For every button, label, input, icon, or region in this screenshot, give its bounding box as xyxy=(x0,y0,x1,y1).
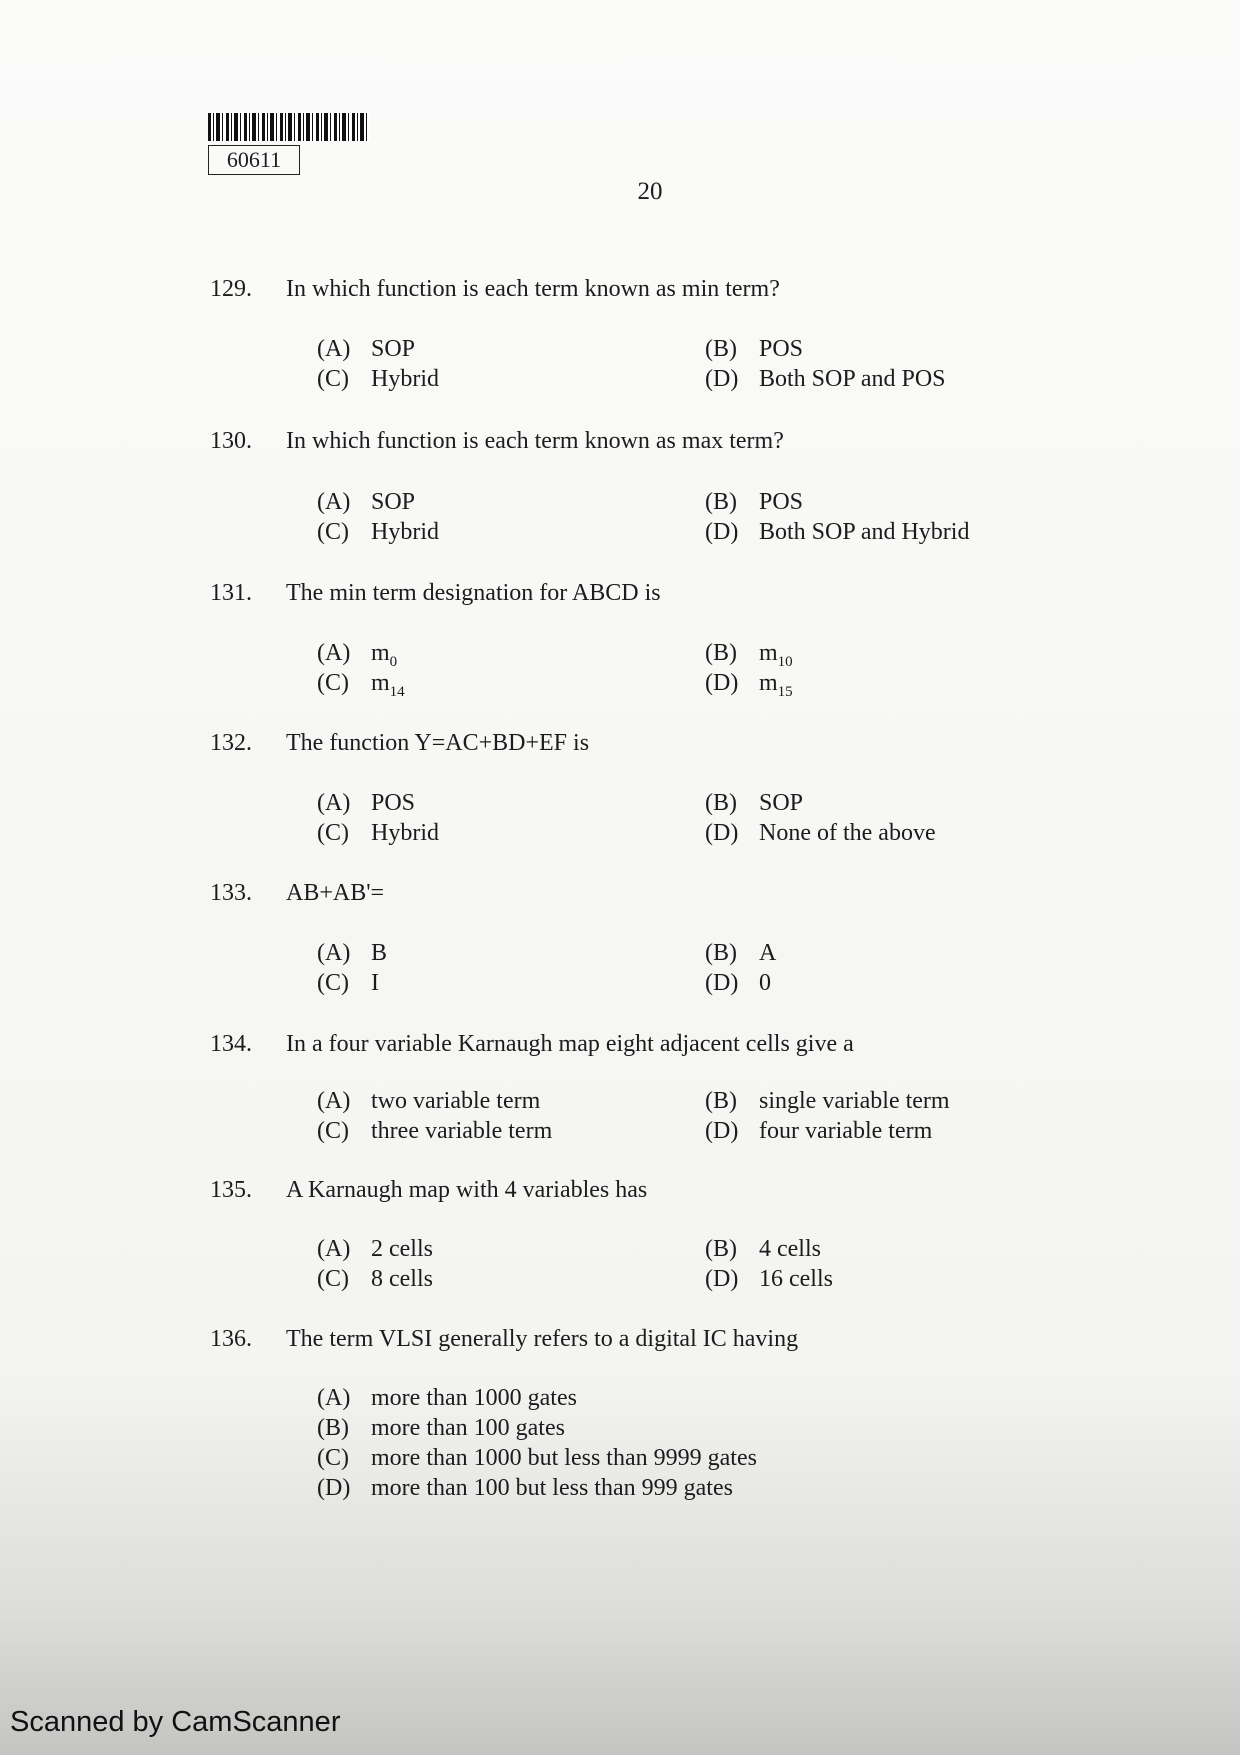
barcode xyxy=(208,113,370,141)
option-b xyxy=(705,790,803,817)
option-d xyxy=(705,1118,932,1145)
question-number: 136. xyxy=(210,1326,252,1352)
question-number: 135. xyxy=(210,1177,252,1203)
question-text: The term VLSI generally refers to a digital IC having xyxy=(286,1326,799,1352)
option-text: Hybrid xyxy=(371,366,439,392)
option-text: more than 100 gates xyxy=(371,1415,565,1441)
option-letter: (D) xyxy=(705,519,739,545)
option-text: Both SOP and Hybrid xyxy=(759,519,970,545)
option-text: m xyxy=(371,670,390,696)
option-text: four variable term xyxy=(759,1118,933,1144)
option-a xyxy=(317,940,387,967)
option-c xyxy=(317,1445,757,1475)
option-b xyxy=(705,489,803,516)
option-a xyxy=(317,489,415,516)
question-135 xyxy=(210,1177,647,1204)
question-number: 132. xyxy=(210,730,252,756)
question-stem xyxy=(210,1326,798,1353)
option-letter: (A) xyxy=(317,489,351,515)
option-letter: (A) xyxy=(317,940,351,966)
option-text: 16 cells xyxy=(759,1266,833,1292)
question-number: 131. xyxy=(210,580,252,606)
option-text: POS xyxy=(759,489,804,515)
option-d xyxy=(705,670,793,701)
option-text: SOP xyxy=(371,489,416,515)
option-c xyxy=(317,670,405,701)
option-text: None of the above xyxy=(759,820,936,846)
question-stem xyxy=(210,1177,647,1204)
question-134 xyxy=(210,1031,854,1058)
option-letter: (D) xyxy=(317,1475,351,1501)
question-129 xyxy=(210,276,780,303)
option-text: more than 1000 but less than 9999 gates xyxy=(371,1445,757,1471)
question-number: 130. xyxy=(210,428,252,454)
question-stem xyxy=(210,730,589,757)
option-letter: (B) xyxy=(317,1415,349,1441)
option-text: two variable term xyxy=(371,1088,541,1114)
page-number: 20 xyxy=(637,178,663,205)
option-c xyxy=(317,1118,552,1145)
option-text: more than 1000 gates xyxy=(371,1385,577,1411)
option-a xyxy=(317,790,415,817)
option-letter: (D) xyxy=(705,820,739,846)
option-c xyxy=(317,970,379,997)
option-text: I xyxy=(371,970,379,996)
option-letter: (D) xyxy=(705,366,739,392)
option-subscript: 10 xyxy=(777,653,793,670)
option-c xyxy=(317,519,439,546)
option-text: 2 cells xyxy=(371,1236,433,1262)
question-text: A Karnaugh map with 4 variables has xyxy=(286,1177,648,1203)
option-d xyxy=(705,1266,833,1293)
option-text: SOP xyxy=(371,336,416,362)
scanner-watermark: Scanned by CamScanner xyxy=(10,1706,341,1738)
option-b xyxy=(705,640,793,671)
option-a xyxy=(317,1088,540,1115)
option-text: B xyxy=(371,940,388,966)
option-letter: (A) xyxy=(317,1236,351,1262)
option-text: more than 100 but less than 999 gates xyxy=(371,1475,733,1501)
option-text: POS xyxy=(759,336,804,362)
paper-code: 60611 xyxy=(208,145,300,175)
option-letter: (B) xyxy=(705,1088,737,1114)
option-letter: (D) xyxy=(705,970,739,996)
option-text: Hybrid xyxy=(371,519,439,545)
option-letter: (C) xyxy=(317,970,349,996)
question-text: The min term designation for ABCD is xyxy=(286,580,661,606)
question-number: 133. xyxy=(210,880,252,906)
option-letter: (D) xyxy=(705,1118,739,1144)
question-130 xyxy=(210,428,784,455)
question-text: AB+AB'= xyxy=(286,880,385,906)
option-text: single variable term xyxy=(759,1088,950,1114)
question-number: 129. xyxy=(210,276,252,302)
option-d xyxy=(705,970,771,997)
option-letter: (D) xyxy=(705,1266,739,1292)
option-letter: (B) xyxy=(705,940,737,966)
question-text: In which function is each term known as min term? xyxy=(286,276,780,302)
option-letter: (C) xyxy=(317,519,349,545)
question-131 xyxy=(210,580,661,607)
option-c xyxy=(317,820,439,847)
option-b xyxy=(317,1415,757,1445)
question-133 xyxy=(210,880,384,907)
option-d xyxy=(317,1475,757,1505)
option-text: POS xyxy=(371,790,416,816)
option-letter: (C) xyxy=(317,1118,349,1144)
option-a xyxy=(317,336,415,363)
option-text: m xyxy=(759,670,778,696)
question-stem xyxy=(210,580,661,607)
option-a xyxy=(317,640,397,671)
option-letter: (C) xyxy=(317,1266,349,1292)
option-letter: (B) xyxy=(705,640,737,666)
option-text: Both SOP and POS xyxy=(759,366,946,392)
option-letter: (A) xyxy=(317,336,351,362)
option-letter: (C) xyxy=(317,670,349,696)
option-b xyxy=(705,1088,950,1115)
option-letter: (C) xyxy=(317,820,349,846)
option-c xyxy=(317,1266,433,1293)
option-letter: (D) xyxy=(705,670,739,696)
option-letter: (B) xyxy=(705,489,737,515)
option-b xyxy=(705,1236,821,1263)
option-text: A xyxy=(759,940,777,966)
question-text: In a four variable Karnaugh map eight adjacent cells give a xyxy=(286,1031,854,1057)
option-letter: (A) xyxy=(317,640,351,666)
option-a xyxy=(317,1236,433,1263)
option-b xyxy=(705,940,776,967)
question-stem xyxy=(210,276,780,303)
option-letter: (C) xyxy=(317,366,349,392)
option-letter: (A) xyxy=(317,1385,351,1411)
question-text: The function Y=AC+BD+EF is xyxy=(286,730,590,756)
option-text: SOP xyxy=(759,790,804,816)
question-132 xyxy=(210,730,589,757)
question-number: 134. xyxy=(210,1031,252,1057)
option-text: m xyxy=(759,640,778,666)
option-letter: (A) xyxy=(317,790,351,816)
option-text: Hybrid xyxy=(371,820,439,846)
option-d xyxy=(705,820,936,847)
option-text: 4 cells xyxy=(759,1236,821,1262)
question-text: In which function is each term known as max term? xyxy=(286,428,784,454)
option-text: m xyxy=(371,640,390,666)
option-text: 0 xyxy=(759,970,771,996)
question-stem xyxy=(210,428,784,455)
question-stem xyxy=(210,880,384,907)
option-d xyxy=(705,366,946,393)
option-subscript: 0 xyxy=(389,653,398,670)
option-letter: (C) xyxy=(317,1445,349,1471)
option-subscript: 14 xyxy=(389,683,405,700)
question-stem xyxy=(210,1031,854,1058)
option-b xyxy=(705,336,803,363)
question-136 xyxy=(210,1326,798,1353)
option-list xyxy=(317,1385,757,1505)
option-a xyxy=(317,1385,757,1415)
option-letter: (A) xyxy=(317,1088,351,1114)
option-text: three variable term xyxy=(371,1118,553,1144)
option-d xyxy=(705,519,969,546)
option-text: 8 cells xyxy=(371,1266,433,1292)
option-letter: (B) xyxy=(705,790,737,816)
option-subscript: 15 xyxy=(777,683,793,700)
option-letter: (B) xyxy=(705,1236,737,1262)
option-c xyxy=(317,366,439,393)
option-letter: (B) xyxy=(705,336,737,362)
